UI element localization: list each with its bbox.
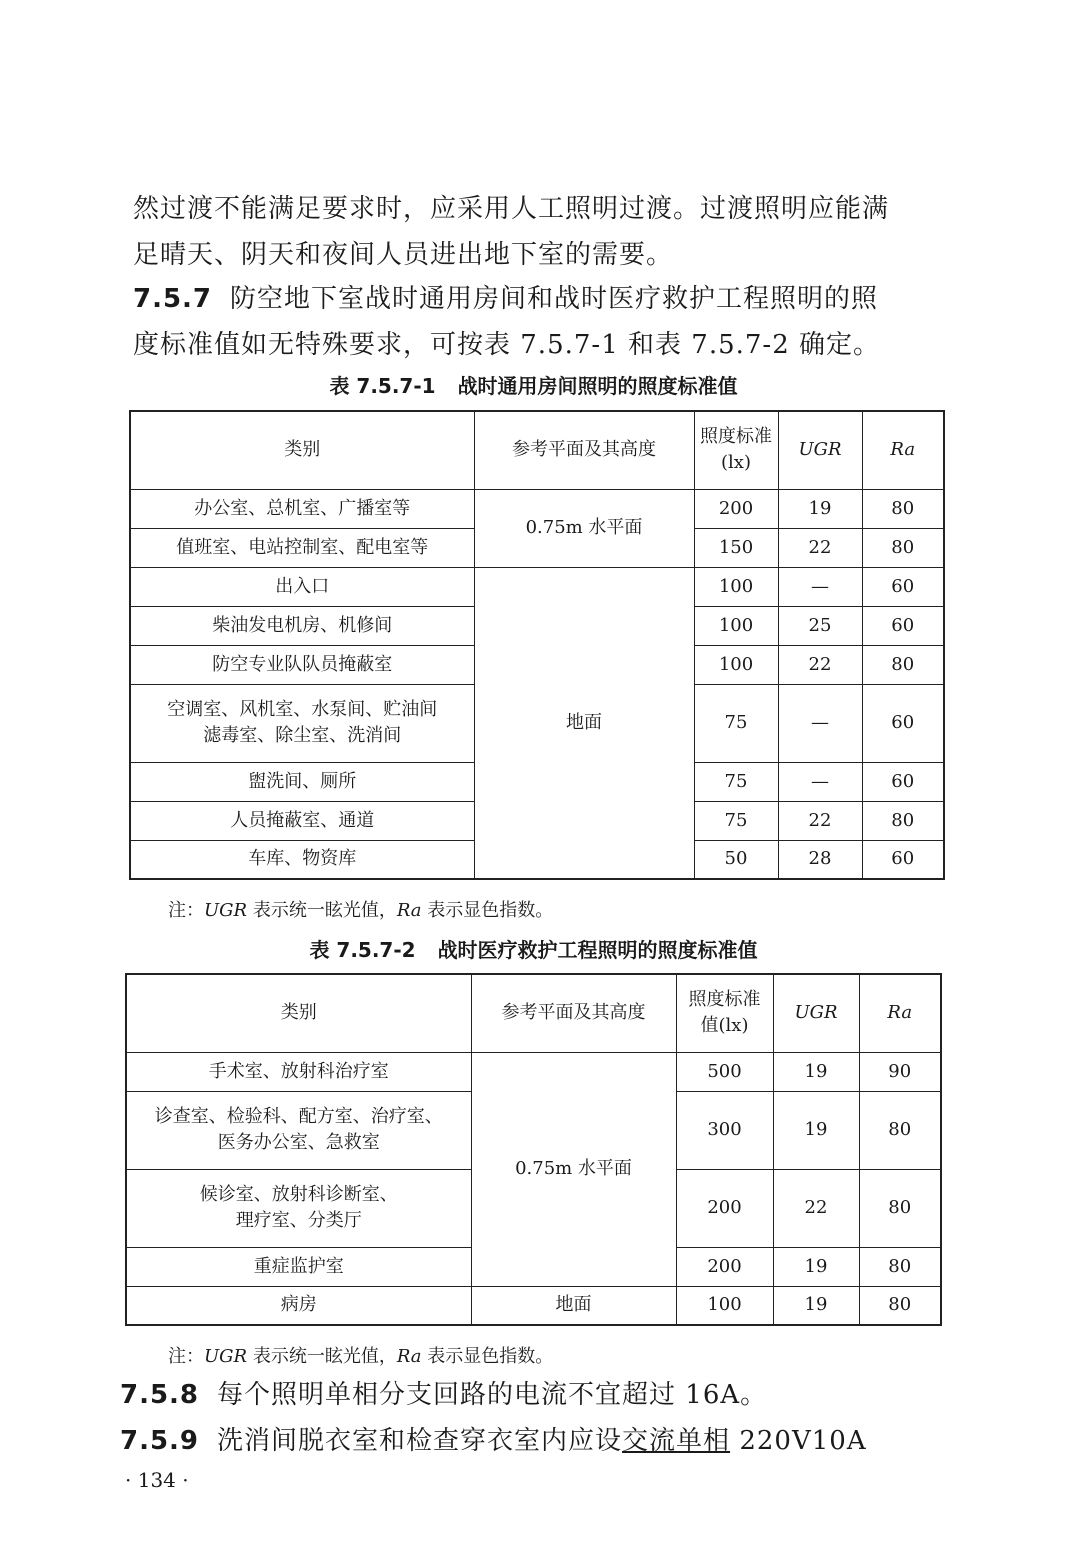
table-2-caption-number: 表 7.5.7-2 — [309, 938, 416, 962]
clause-7-5-9 — [120, 1418, 935, 1464]
cell-category-line-1: 候诊室、放射科诊断室、 — [199, 1184, 398, 1205]
cell-ugr: 19 — [773, 1247, 859, 1286]
clause-7-5-7 — [133, 276, 948, 368]
intro-line-2: 足晴天、阴天和夜间人员进出地下室的需要。 — [133, 240, 674, 270]
note-mid: 表示统一眩光值， — [247, 1346, 397, 1367]
cell-ra: 80 — [862, 489, 944, 528]
cell-ugr: 19 — [778, 489, 862, 528]
cell-ra: 60 — [862, 606, 944, 645]
clause-number: 7.5.9 — [120, 1426, 200, 1456]
cell-category: 人员掩蔽室、通道 — [130, 801, 474, 840]
note-end: 表示显色指数。 — [421, 900, 554, 921]
clause-number: 7.5.8 — [120, 1380, 200, 1410]
cell-ugr: 22 — [778, 801, 862, 840]
table-1-caption-title: 战时通用房间照明的照度标准值 — [457, 374, 738, 398]
intro-paragraph — [133, 186, 948, 278]
cell-category-line-2: 医务办公室、急救室 — [217, 1132, 380, 1153]
cell-category: 病房 — [126, 1286, 471, 1325]
cell-lux: 150 — [694, 528, 778, 567]
clause-text-b: 220V10A — [730, 1426, 867, 1456]
note-prefix: 注： — [168, 900, 204, 921]
header-ra: Ra — [862, 411, 944, 489]
intro-line-1: 然过渡不能满足要求时，应采用人工照明过渡。过渡照明应能满 — [133, 194, 890, 224]
cell-category — [126, 1169, 471, 1247]
cell-plane: 地面 — [471, 1286, 676, 1325]
cell-category: 值班室、电站控制室、配电室等 — [130, 528, 474, 567]
cell-ra: 60 — [862, 762, 944, 801]
table-2-header-row — [126, 974, 941, 1052]
note-mid: 表示统一眩光值， — [247, 900, 397, 921]
cell-lux: 75 — [694, 762, 778, 801]
note-ra: Ra — [396, 900, 422, 921]
clause-number: 7.5.7 — [133, 284, 213, 314]
header-lux: 照度标准值(lx) — [676, 974, 773, 1052]
cell-ra: 80 — [862, 645, 944, 684]
table-2 — [125, 973, 942, 1326]
note-ugr: UGR — [204, 1346, 248, 1367]
note-prefix: 注： — [168, 1346, 204, 1367]
table-1-caption-number: 表 7.5.7-1 — [329, 374, 436, 398]
cell-category: 出入口 — [130, 567, 474, 606]
cell-lux: 75 — [694, 684, 778, 762]
cell-category-line-1: 诊查室、检验科、配方室、治疗室、 — [154, 1106, 443, 1127]
cell-ugr: 19 — [773, 1091, 859, 1169]
cell-ugr: — — [778, 762, 862, 801]
cell-ugr: 28 — [778, 840, 862, 879]
note-ra: Ra — [396, 1346, 422, 1367]
cell-ra: 80 — [859, 1091, 941, 1169]
cell-ra: 80 — [862, 801, 944, 840]
clause-7-5-8 — [120, 1372, 935, 1418]
cell-lux: 100 — [694, 645, 778, 684]
cell-lux: 200 — [676, 1169, 773, 1247]
cell-category: 车库、物资库 — [130, 840, 474, 879]
header-ra: Ra — [859, 974, 941, 1052]
table-1-note — [168, 896, 553, 922]
cell-ra: 90 — [859, 1052, 941, 1091]
cell-plane: 0.75m 水平面 — [471, 1052, 676, 1286]
header-ugr: UGR — [773, 974, 859, 1052]
cell-category-line-2: 滤毒室、除尘室、洗消间 — [203, 725, 402, 746]
cell-plane: 0.75m 水平面 — [474, 489, 694, 567]
cell-ugr: 19 — [773, 1052, 859, 1091]
cell-ugr: 25 — [778, 606, 862, 645]
cell-ugr: — — [778, 567, 862, 606]
table-1-header-row — [130, 411, 944, 489]
cell-ra: 60 — [862, 567, 944, 606]
cell-lux: 75 — [694, 801, 778, 840]
cell-ra: 80 — [859, 1169, 941, 1247]
cell-lux: 500 — [676, 1052, 773, 1091]
table-1 — [129, 410, 945, 880]
table-row — [126, 1052, 941, 1091]
header-plane: 参考平面及其高度 — [471, 974, 676, 1052]
cell-category: 重症监护室 — [126, 1247, 471, 1286]
header-category: 类别 — [126, 974, 471, 1052]
cell-ra: 80 — [862, 528, 944, 567]
cell-lux: 100 — [676, 1286, 773, 1325]
cell-ugr: 22 — [773, 1169, 859, 1247]
cell-ra: 80 — [859, 1286, 941, 1325]
cell-category: 办公室、总机室、广播室等 — [130, 489, 474, 528]
cell-ugr: 19 — [773, 1286, 859, 1325]
cell-category-line-1: 空调室、风机室、水泵间、贮油间 — [167, 699, 438, 720]
cell-category: 手术室、放射科治疗室 — [126, 1052, 471, 1091]
table-2-caption-title: 战时医疗救护工程照明的照度标准值 — [437, 938, 758, 962]
clause-text-underlined: 交流单相 — [622, 1426, 731, 1456]
cell-category — [130, 684, 474, 762]
page-number: · 134 · — [125, 1468, 189, 1492]
table-row — [130, 567, 944, 606]
note-ugr: UGR — [204, 900, 248, 921]
cell-ra: 80 — [859, 1247, 941, 1286]
cell-lux: 100 — [694, 606, 778, 645]
cell-lux: 100 — [694, 567, 778, 606]
cell-category-line-2: 理疗室、分类厅 — [235, 1210, 362, 1231]
clause-text: 每个照明单相分支回路的电流不宜超过 16A。 — [217, 1380, 768, 1410]
note-end: 表示显色指数。 — [421, 1346, 554, 1367]
header-ugr: UGR — [778, 411, 862, 489]
cell-ra: 60 — [862, 684, 944, 762]
header-lux: 照度标准(lx) — [694, 411, 778, 489]
clause-text-line-2: 度标准值如无特殊要求，可按表 7.5.7-1 和表 7.5.7-2 确定。 — [133, 330, 881, 360]
clause-text-line-1: 防空地下室战时通用房间和战时医疗救护工程照明的照 — [230, 284, 879, 314]
cell-lux: 200 — [676, 1247, 773, 1286]
table-row — [130, 489, 944, 528]
header-category: 类别 — [130, 411, 474, 489]
table-row — [126, 1286, 941, 1325]
cell-category — [126, 1091, 471, 1169]
clause-text-a: 洗消间脱衣室和检查穿衣室内应设 — [217, 1426, 623, 1456]
header-plane: 参考平面及其高度 — [474, 411, 694, 489]
table-1-caption — [0, 370, 1067, 399]
table-2-note — [168, 1342, 553, 1368]
cell-category: 盥洗间、厕所 — [130, 762, 474, 801]
cell-ugr: 22 — [778, 528, 862, 567]
cell-ugr: — — [778, 684, 862, 762]
cell-ugr: 22 — [778, 645, 862, 684]
cell-lux: 300 — [676, 1091, 773, 1169]
cell-lux: 50 — [694, 840, 778, 879]
cell-lux: 200 — [694, 489, 778, 528]
cell-ra: 60 — [862, 840, 944, 879]
table-2-caption — [0, 934, 1067, 963]
cell-category: 柴油发电机房、机修间 — [130, 606, 474, 645]
cell-plane: 地面 — [474, 567, 694, 879]
cell-category: 防空专业队队员掩蔽室 — [130, 645, 474, 684]
